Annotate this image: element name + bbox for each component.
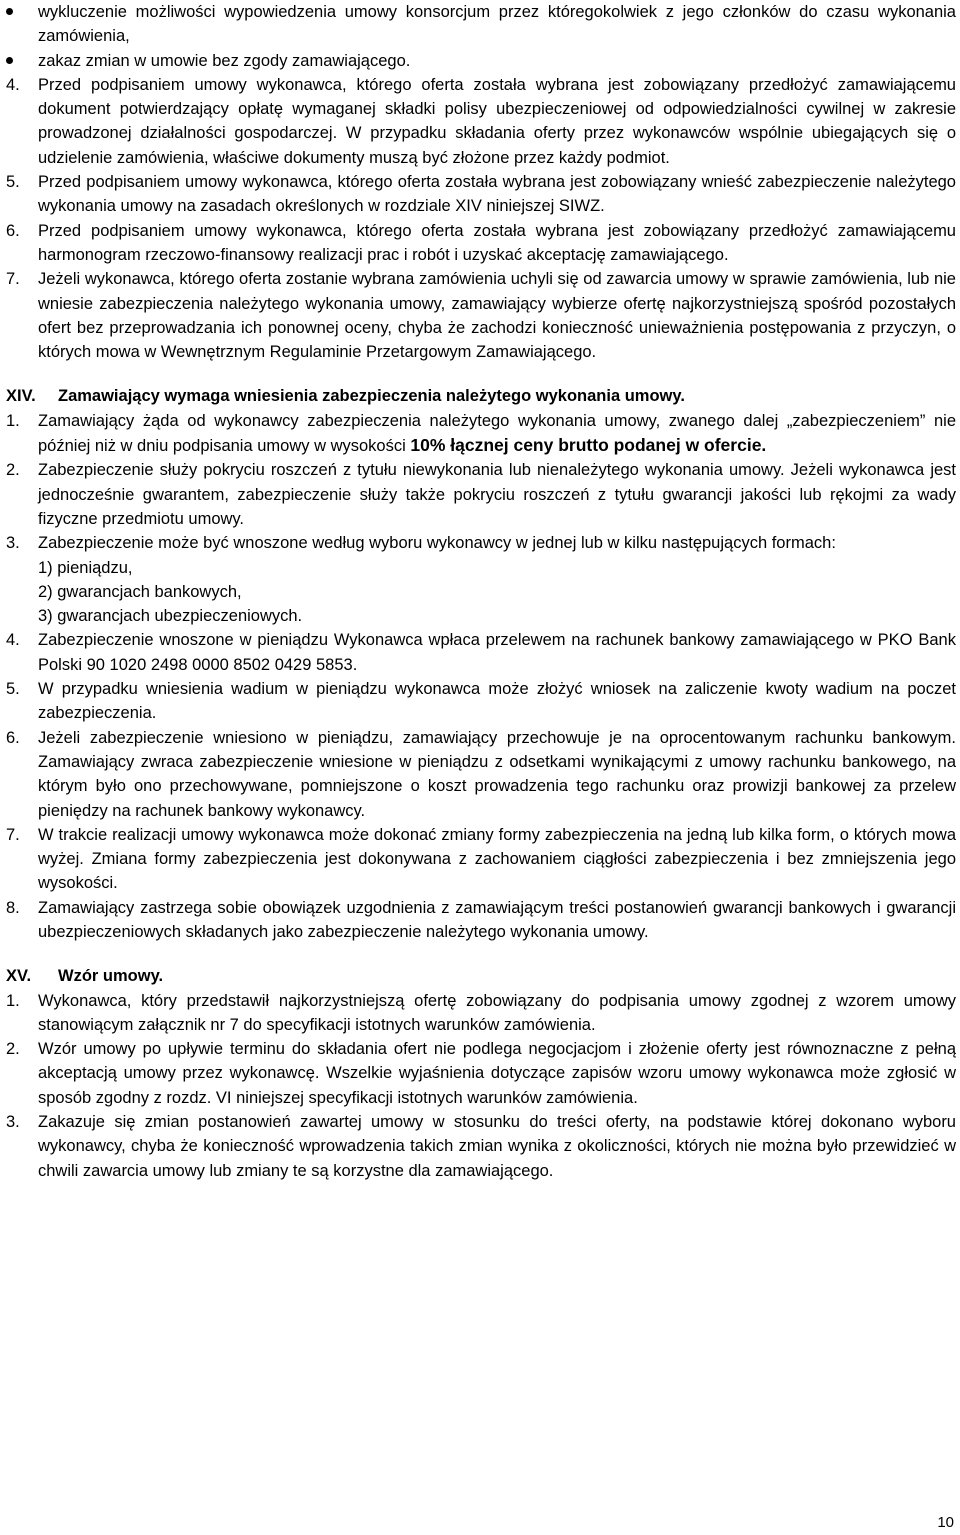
- bullet-marker: [6, 0, 38, 24]
- item-text: Zakazuje się zmian postanowień zawartej umowy w stosunku do treści oferty, na podstawie której dokonano wyboru wykonawcy, chyba że konieczność wprowadzenia takich zmian wynika z okoliczności, których nie można było przewidzieć w chwili zawarcia umowy lub zmiany te są korzystne dla zamawiającego.: [38, 1113, 956, 1180]
- item-text: Zamawiający zastrzega sobie obowiązek uzgodnienia z zamawiającym treści postanowień gwarancji bankowych i gwarancji ubezpieczeniowych składanych jako zabezpieczenie należytego wykonania umowy.: [38, 898, 956, 941]
- item-number: 5.: [6, 173, 20, 192]
- list-item: [6, 170, 956, 219]
- item-number: 7.: [6, 825, 20, 844]
- item-number: 4.: [6, 75, 20, 94]
- list-item: [6, 458, 956, 531]
- item-text: W przypadku wniesienia wadium w pieniądzu wykonawca może złożyć wniosek na zaliczenie kwoty wadium na poczet zabezpieczenia.: [38, 680, 956, 723]
- section-title: Wzór umowy.: [58, 967, 164, 986]
- item-number: 1.: [6, 411, 20, 430]
- section-number: XV.: [6, 967, 32, 986]
- bullet-item: [6, 0, 956, 49]
- section-title: Zamawiający wymaga wniesienia zabezpieczenia należytego wykonania umowy.: [58, 387, 685, 406]
- list-item: [6, 409, 956, 459]
- item-text-regular: Zamawiający żąda od wykonawcy zabezpieczenia należytego wykonania umowy, zwanego dalej „zabezpieczeniem” nie później niż w dniu podpisania umowy w wysokości: [38, 411, 956, 456]
- section-heading-xiv: [6, 384, 956, 408]
- list-item: [6, 677, 956, 726]
- item-body: [38, 531, 956, 628]
- item-text: Przed podpisaniem umowy wykonawca, którego oferta została wybrana jest zobowiązany przedłożyć zamawiającemu dokument potwierdzający opłatę wymaganej składki polisy ubezpieczeniowej od odpowiedzialności cywilnej w zakresie prowadzonej działalności gospodarczej. W przypadku składania oferty przez wykonawców wspólnie ubiegających się o udzielenie zamówienia, właściwe dokumenty muszą być złożone przez każdy podmiot.: [38, 75, 956, 167]
- item-text: Zabezpieczenie służy pokryciu roszczeń z tytułu niewykonania lub nienależytego wykonania umowy. Jeżeli wykonawca jest jednocześnie gwarantem, zabezpieczenie służy także pokryciu roszczeń z tytułu gwarancji jakości lub rękojmi za wady fizyczne przedmiotu umowy.: [38, 461, 956, 528]
- item-number: 3.: [6, 1113, 20, 1132]
- section-heading-xv: [6, 964, 956, 988]
- item-text: Przed podpisaniem umowy wykonawca, którego oferta została wybrana jest zobowiązany przedłożyć zamawiającemu harmonogram rzeczowo-finansowy realizacji prac i robót i uzyskać akceptację zamawiającego.: [38, 221, 956, 264]
- bullet-text: zakaz zmian w umowie bez zgody zamawiającego.: [38, 51, 411, 70]
- bullet-item: [6, 49, 956, 73]
- list-item: [6, 628, 956, 677]
- item-text: Jeżeli zabezpieczenie wniesiono w pieniądzu, zamawiający przechowuje je na oprocentowanym rachunku bankowym. Zamawiający zwraca zabezpieczenie wniesione w pieniądzu z odsetkami wynikającymi z umowy rachunku bankowego, na którym było ono przechowywane, pomniejszone o koszt prowadzenia tego rachunku oraz prowizji bankowej za przelew pieniędzy na rachunek bankowy wykonawcy.: [38, 728, 956, 820]
- bullet-text: wykluczenie możliwości wypowiedzenia umowy konsorcjum przez któregokolwiek z jego członków do czasu wykonania zamówienia,: [38, 3, 956, 46]
- item-text: Wykonawca, który przedstawił najkorzystniejszą ofertę zobowiązany do podpisania umowy zgodnej z wzorem umowy stanowiącym załącznik nr 7 do specyfikacji istotnych warunków zamówienia.: [38, 991, 956, 1034]
- item-text: W trakcie realizacji umowy wykonawca może dokonać zmiany formy zabezpieczenia na jedną lub kilka form, o których mowa wyżej. Zmiana formy zabezpieczenia jest dokonywana z zachowaniem ciągłości zabezpieczenia i bez zmniejszenia jego wysokości.: [38, 825, 956, 893]
- form-option: 1) pieniądzu,: [38, 558, 133, 577]
- list-item: [6, 989, 956, 1038]
- item-number: 4.: [6, 631, 20, 650]
- item-text: Zabezpieczenie wnoszone w pieniądzu Wykonawca wpłaca przelewem na rachunek bankowy zamawiającego w PKO Bank Polski 90 1020 2498 0000 8502 0429 5853.: [38, 631, 956, 674]
- form-option: 2) gwarancjach bankowych,: [38, 582, 242, 601]
- list-item: [6, 531, 956, 628]
- item-number: 3.: [6, 534, 20, 553]
- document-body: [6, 0, 956, 1183]
- item-number: 2.: [6, 461, 20, 480]
- list-item: [6, 219, 956, 268]
- list-item: [6, 267, 956, 364]
- item-number: 2.: [6, 1040, 20, 1059]
- list-item: [6, 896, 956, 945]
- item-text: Zabezpieczenie może być wnoszone według wyboru wykonawcy w jednej lub w kilku następujących formach:: [38, 534, 836, 553]
- list-item: [6, 1037, 956, 1110]
- list-item: [6, 726, 956, 823]
- section-number: XIV.: [6, 387, 36, 406]
- list-item: [6, 1110, 956, 1183]
- item-text-bold: 10% łącznej ceny brutto podanej w ofercie.: [410, 435, 767, 456]
- item-text: Wzór umowy po upływie terminu do składania ofert nie podlega negocjacjom i złożenie oferty jest równoznaczne z pełną akceptacją umowy przez wykonawcę. Wszelkie wyjaśnienia dotyczące zapisów wzoru umowy wykonawca może zgłosić w sposób zgodny z rozdz. VI niniejszej specyfikacji istotnych warunków zamówienia.: [38, 1040, 956, 1107]
- item-number: 5.: [6, 680, 20, 699]
- item-text: [38, 409, 956, 459]
- list-item: [6, 73, 956, 170]
- item-number: 8.: [6, 898, 20, 917]
- item-number: 6.: [6, 221, 20, 240]
- page-number: 10: [937, 1514, 954, 1531]
- form-option: 3) gwarancjach ubezpieczeniowych.: [38, 607, 303, 626]
- item-text: Jeżeli wykonawca, którego oferta zostanie wybrana zamówienia uchyli się od zawarcia umowy w sprawie zamówienia, lub nie wniesie zabezpieczenia należytego wykonania umowy, zamawiający wybierze ofertę najkorzystniejszą spośród pozostałych ofert bez przeprowadzania ich ponownej oceny, chyba że zachodzi konieczność unieważnienia postępowania z przyczyn, o których mowa w Wewnętrznym Regulaminie Przetargowym Zamawiającego.: [38, 270, 956, 362]
- item-number: 7.: [6, 270, 20, 289]
- item-text: Przed podpisaniem umowy wykonawca, którego oferta została wybrana jest zobowiązany wnieść zabezpieczenie należytego wykonania umowy na zasadach określonych w rozdziale XIV niniejszej SIWZ.: [38, 173, 956, 216]
- item-number: 6.: [6, 728, 20, 747]
- item-number: 1.: [6, 991, 20, 1010]
- list-item: [6, 823, 956, 896]
- bullet-marker: [6, 49, 38, 73]
